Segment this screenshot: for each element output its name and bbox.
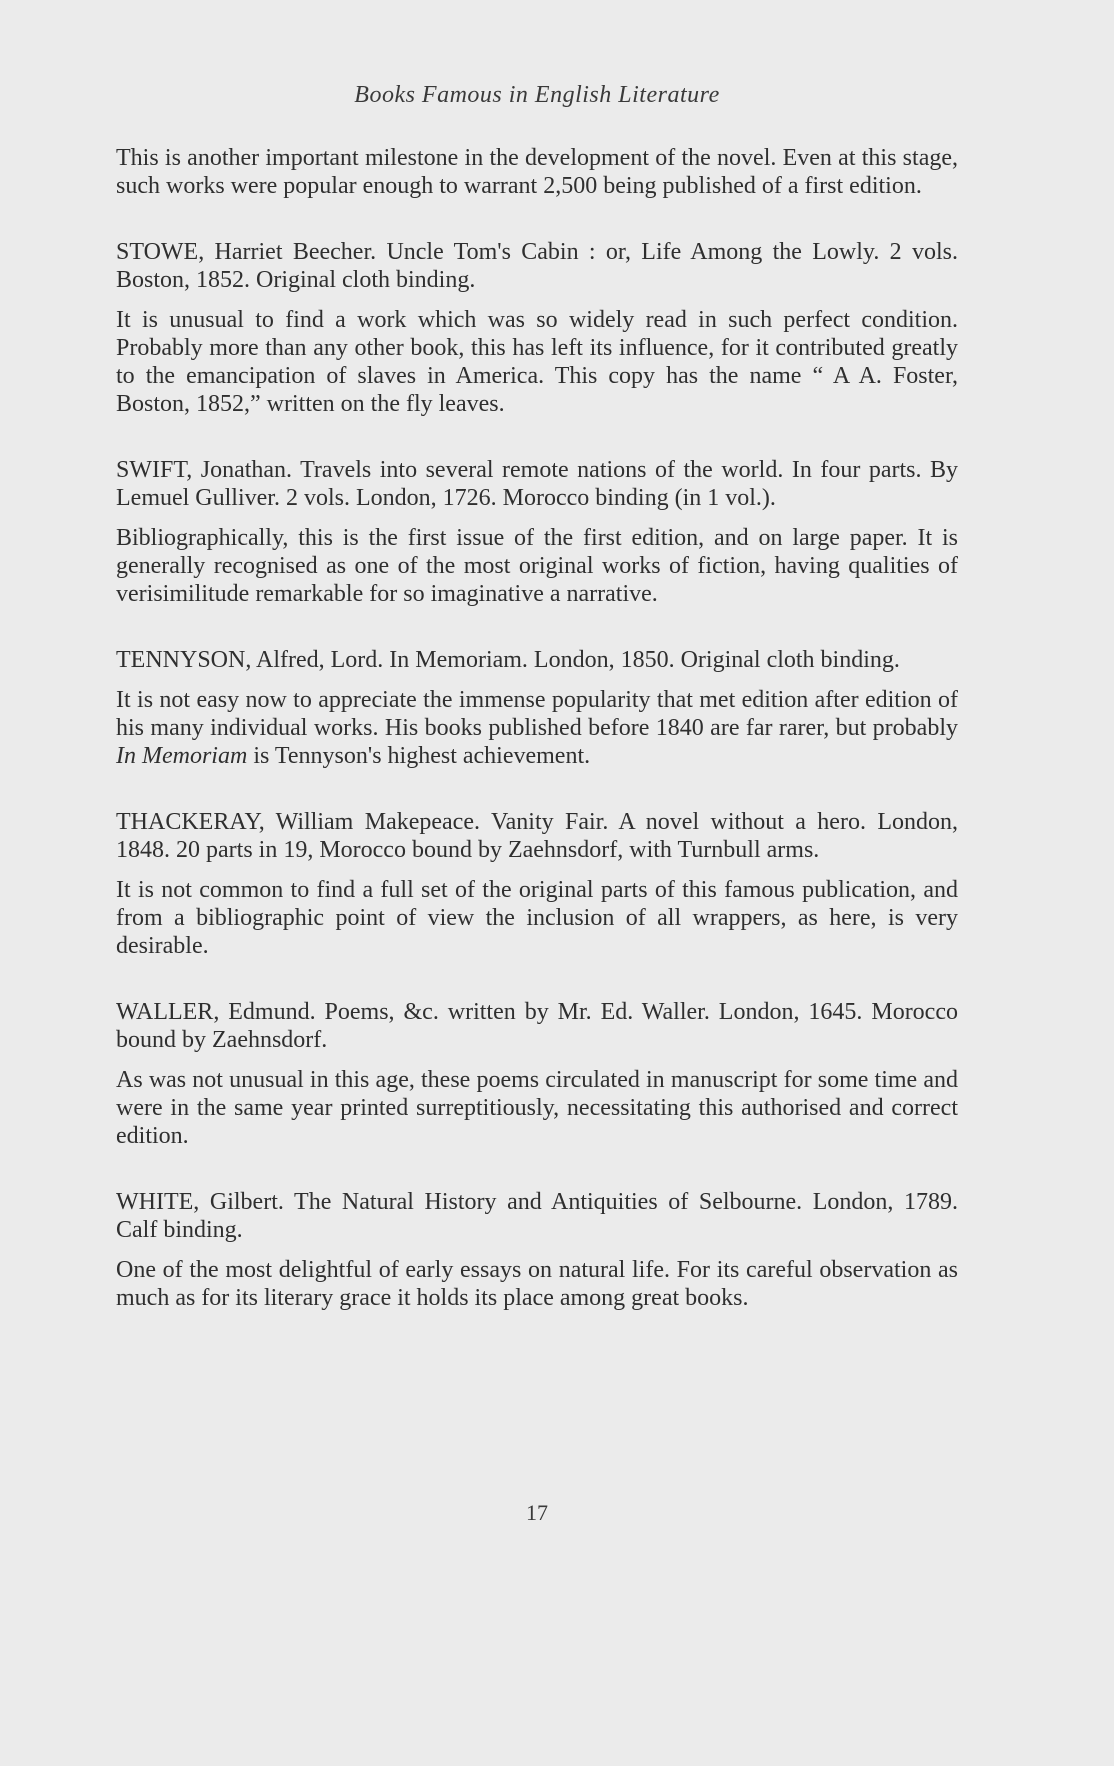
entry-waller xyxy=(116,998,958,1150)
entry-white xyxy=(116,1188,958,1312)
intro-paragraph: This is another important milestone in the development of the novel. Even at this stage, such works were popular enough to warrant 2,500 being published of a first edition. xyxy=(116,145,958,199)
entry-thackeray xyxy=(116,808,958,960)
entry-note xyxy=(116,686,958,770)
entry-tennyson xyxy=(116,646,958,770)
entry-title: SWIFT, Jonathan. Travels into several remote nations of the world. In four parts. By Lemuel Gulliver. 2 vols. London, 1726. Morocco binding (in 1 vol.). xyxy=(116,457,958,511)
entry-title: WALLER, Edmund. Poems, &c. written by Mr. Ed. Waller. London, 1645. Morocco bound by Zaehnsdorf. xyxy=(116,999,958,1053)
page-number: 17 xyxy=(526,1500,548,1525)
book-title-italic: In Memoriam xyxy=(116,743,248,769)
running-head: Books Famous in English Literature xyxy=(354,82,720,108)
entry-swift xyxy=(116,456,958,608)
entry-title: TENNYSON, Alfred, Lord. In Memoriam. London, 1850. Original cloth binding. xyxy=(116,647,900,673)
entry-note: As was not unusual in this age, these poems circulated in manuscript for some time and were in the same year printed surreptitiously, necessitating this authorised and correct edition. xyxy=(116,1067,958,1149)
entry-note: Bibliographically, this is the first issue of the first edition, and on large paper. It is generally recognised as one of the most original works of fiction, having qualities of verisimilitude remarkable for so imaginative a narrative. xyxy=(116,525,958,607)
entry-note: One of the most delightful of early essays on natural life. For its careful observation as much as for its literary grace it holds its place among great books. xyxy=(116,1257,958,1311)
entry-note: It is unusual to find a work which was so widely read in such perfect condition. Probably more than any other book, this has left its influence, for it contributed greatly to the emancipation of slaves in America. This copy has the name “ A A. Foster, Boston, 1852,” written on the fly leaves. xyxy=(116,307,958,417)
entry-note-text: is Tennyson's highest achievement. xyxy=(247,743,591,769)
book-page xyxy=(116,0,958,1766)
body-text xyxy=(116,144,958,1350)
entry-note: It is not common to find a full set of the original parts of this famous publication, and from a bibliographic point of view the inclusion of all wrappers, as here, is very desirable. xyxy=(116,877,958,959)
entry-title: THACKERAY, William Makepeace. Vanity Fair. A novel without a hero. London, 1848. 20 parts in 19, Morocco bound by Zaehnsdorf, with Turnbull arms. xyxy=(116,809,958,863)
entry-stowe xyxy=(116,238,958,418)
entry-title: WHITE, Gilbert. The Natural History and Antiquities of Selbourne. London, 1789. Calf binding. xyxy=(116,1189,958,1243)
entry-title: STOWE, Harriet Beecher. Uncle Tom's Cabin : or, Life Among the Lowly. 2 vols. Boston, 1852. Original cloth binding. xyxy=(116,239,958,293)
entry-note-text: It is not easy now to appreciate the immense popularity that met edition after edition of his many individual works. His books published before 1840 are far rarer, but probably xyxy=(116,687,958,741)
